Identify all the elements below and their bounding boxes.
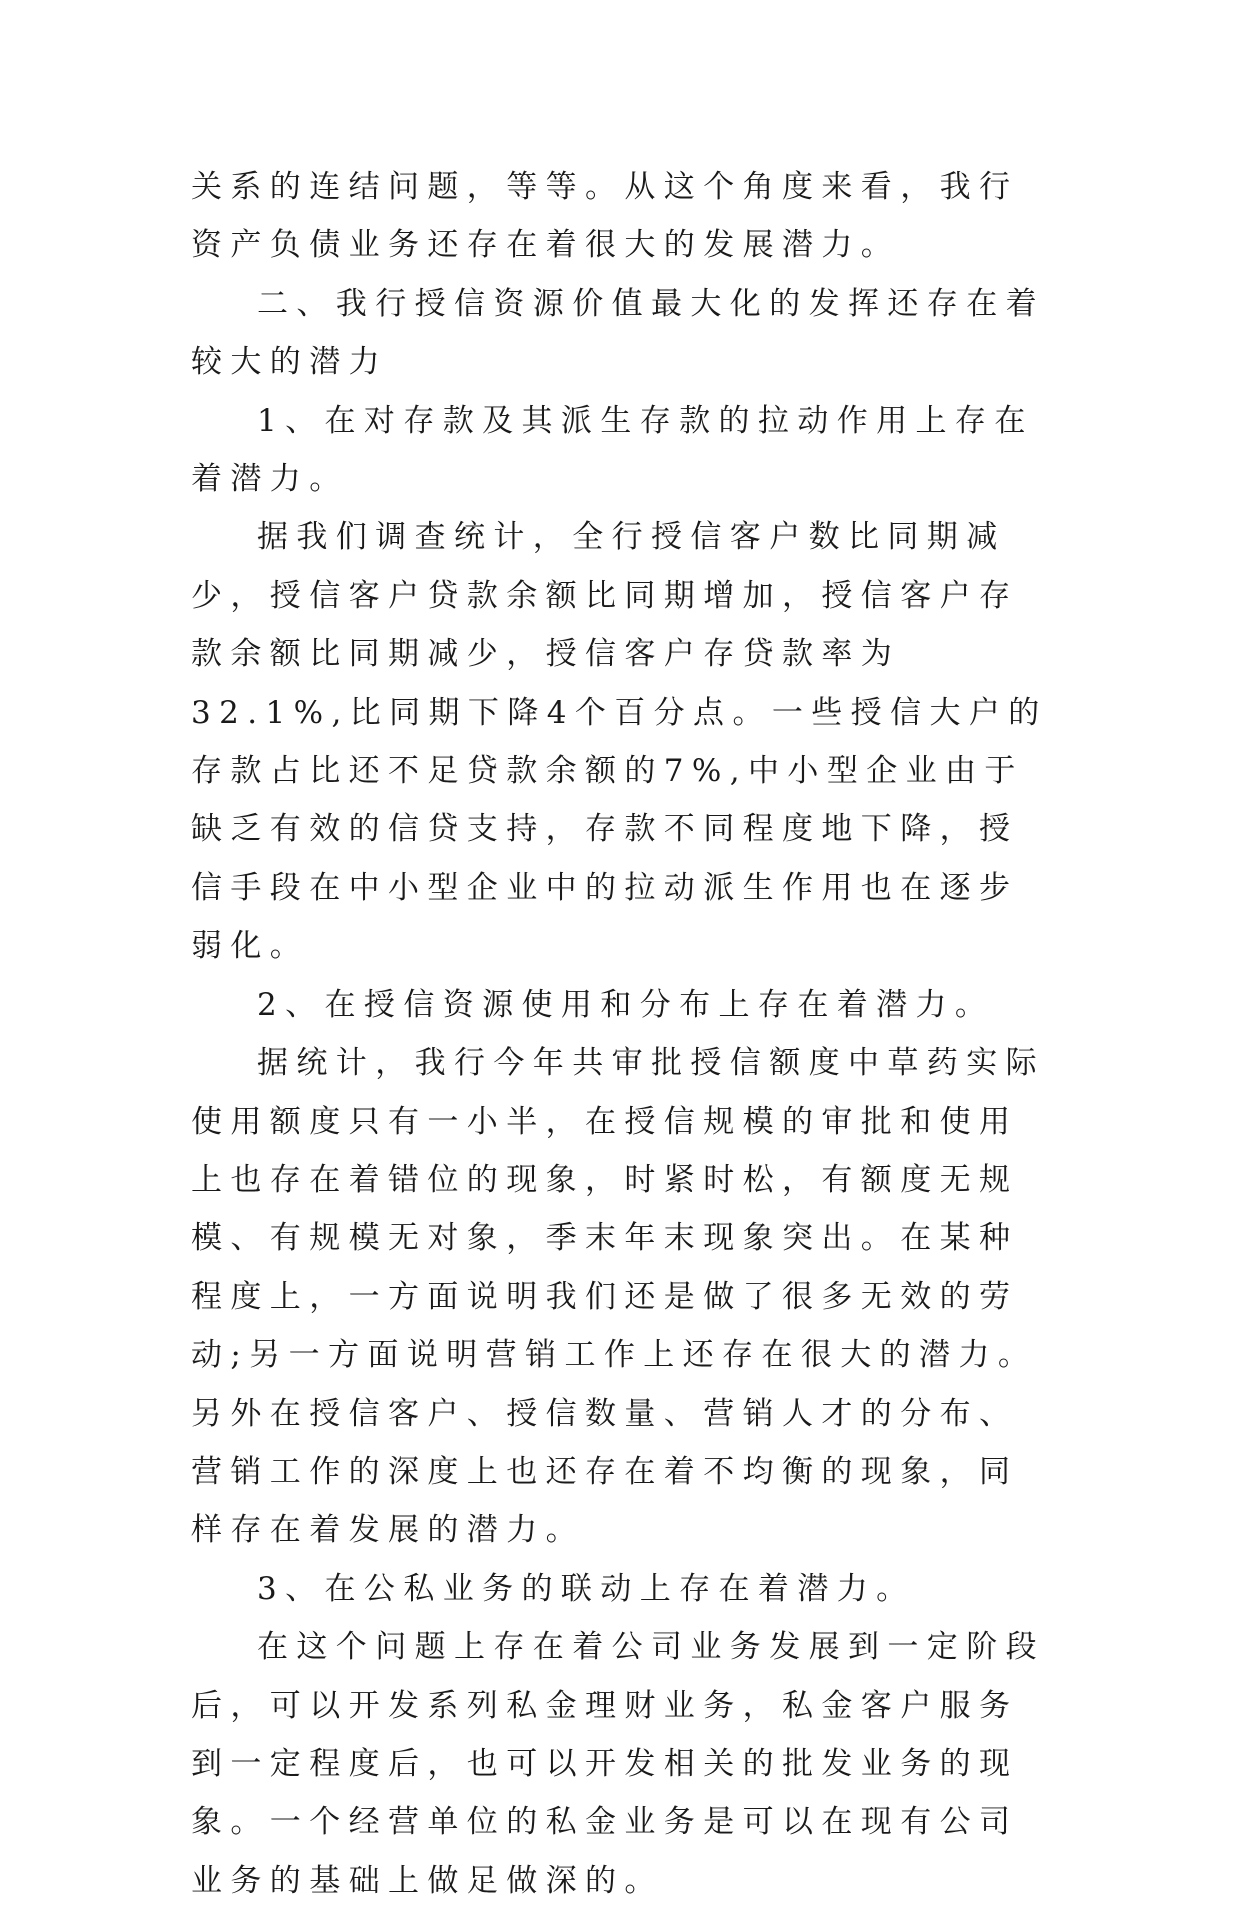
- paragraph: 据我们调查统计，全行授信客户数比同期减少，授信客户贷款余额比同期增加，授信客户存款余额比同期减少，授信客户存贷款率为32.1%,比同期下降4个百分点。一些授信大户的存款占比还不足贷款余额的7%,中小型企业由于缺乏有效的信贷支持，存款不同程度地下降，授信手段在中小型企业中的拉动派生作用也在逐步弱化。: [191, 519, 1048, 965]
- subsection-heading: 1、在对存款及其派生存款的拉动作用上存在着潜力。: [191, 402, 1034, 498]
- paragraph: 关系的连结问题，等等。从这个角度来看，我行资产负债业务还存在着很大的发展潜力。: [191, 169, 1019, 264]
- document-body: [191, 158, 1051, 1910]
- section-heading: 二、我行授信资源价值最大化的发挥还存在着较大的潜力: [191, 285, 1045, 381]
- subsection-heading: 3、在公私业务的联动上存在着潜力。: [257, 1570, 916, 1607]
- subsection-heading: 2、在授信资源使用和分布上存在着潜力。: [257, 986, 995, 1023]
- paragraph: 据统计，我行今年共审批授信额度中草药实际使用额度只有一小半，在授信规模的审批和使用上也存在着错位的现象，时紧时松，有额度无规模、有规模无对象，季末年末现象突出。在某种程度上，一方面说明我们还是做了很多无效的劳动;另一方面说明营销工作上还存在很大的潜力。另外在授信客户、授信数量、营销人才的分布、营销工作的深度上也还存在着不均衡的现象，同样存在着发展的潜力。: [191, 1045, 1045, 1549]
- paragraph: 在这个问题上存在着公司业务发展到一定阶段后，可以开发系列私金理财业务，私金客户服务到一定程度后，也可以开发相关的批发业务的现象。一个经营单位的私金业务是可以在现有公司业务的基础上做足做深的。: [191, 1629, 1045, 1899]
